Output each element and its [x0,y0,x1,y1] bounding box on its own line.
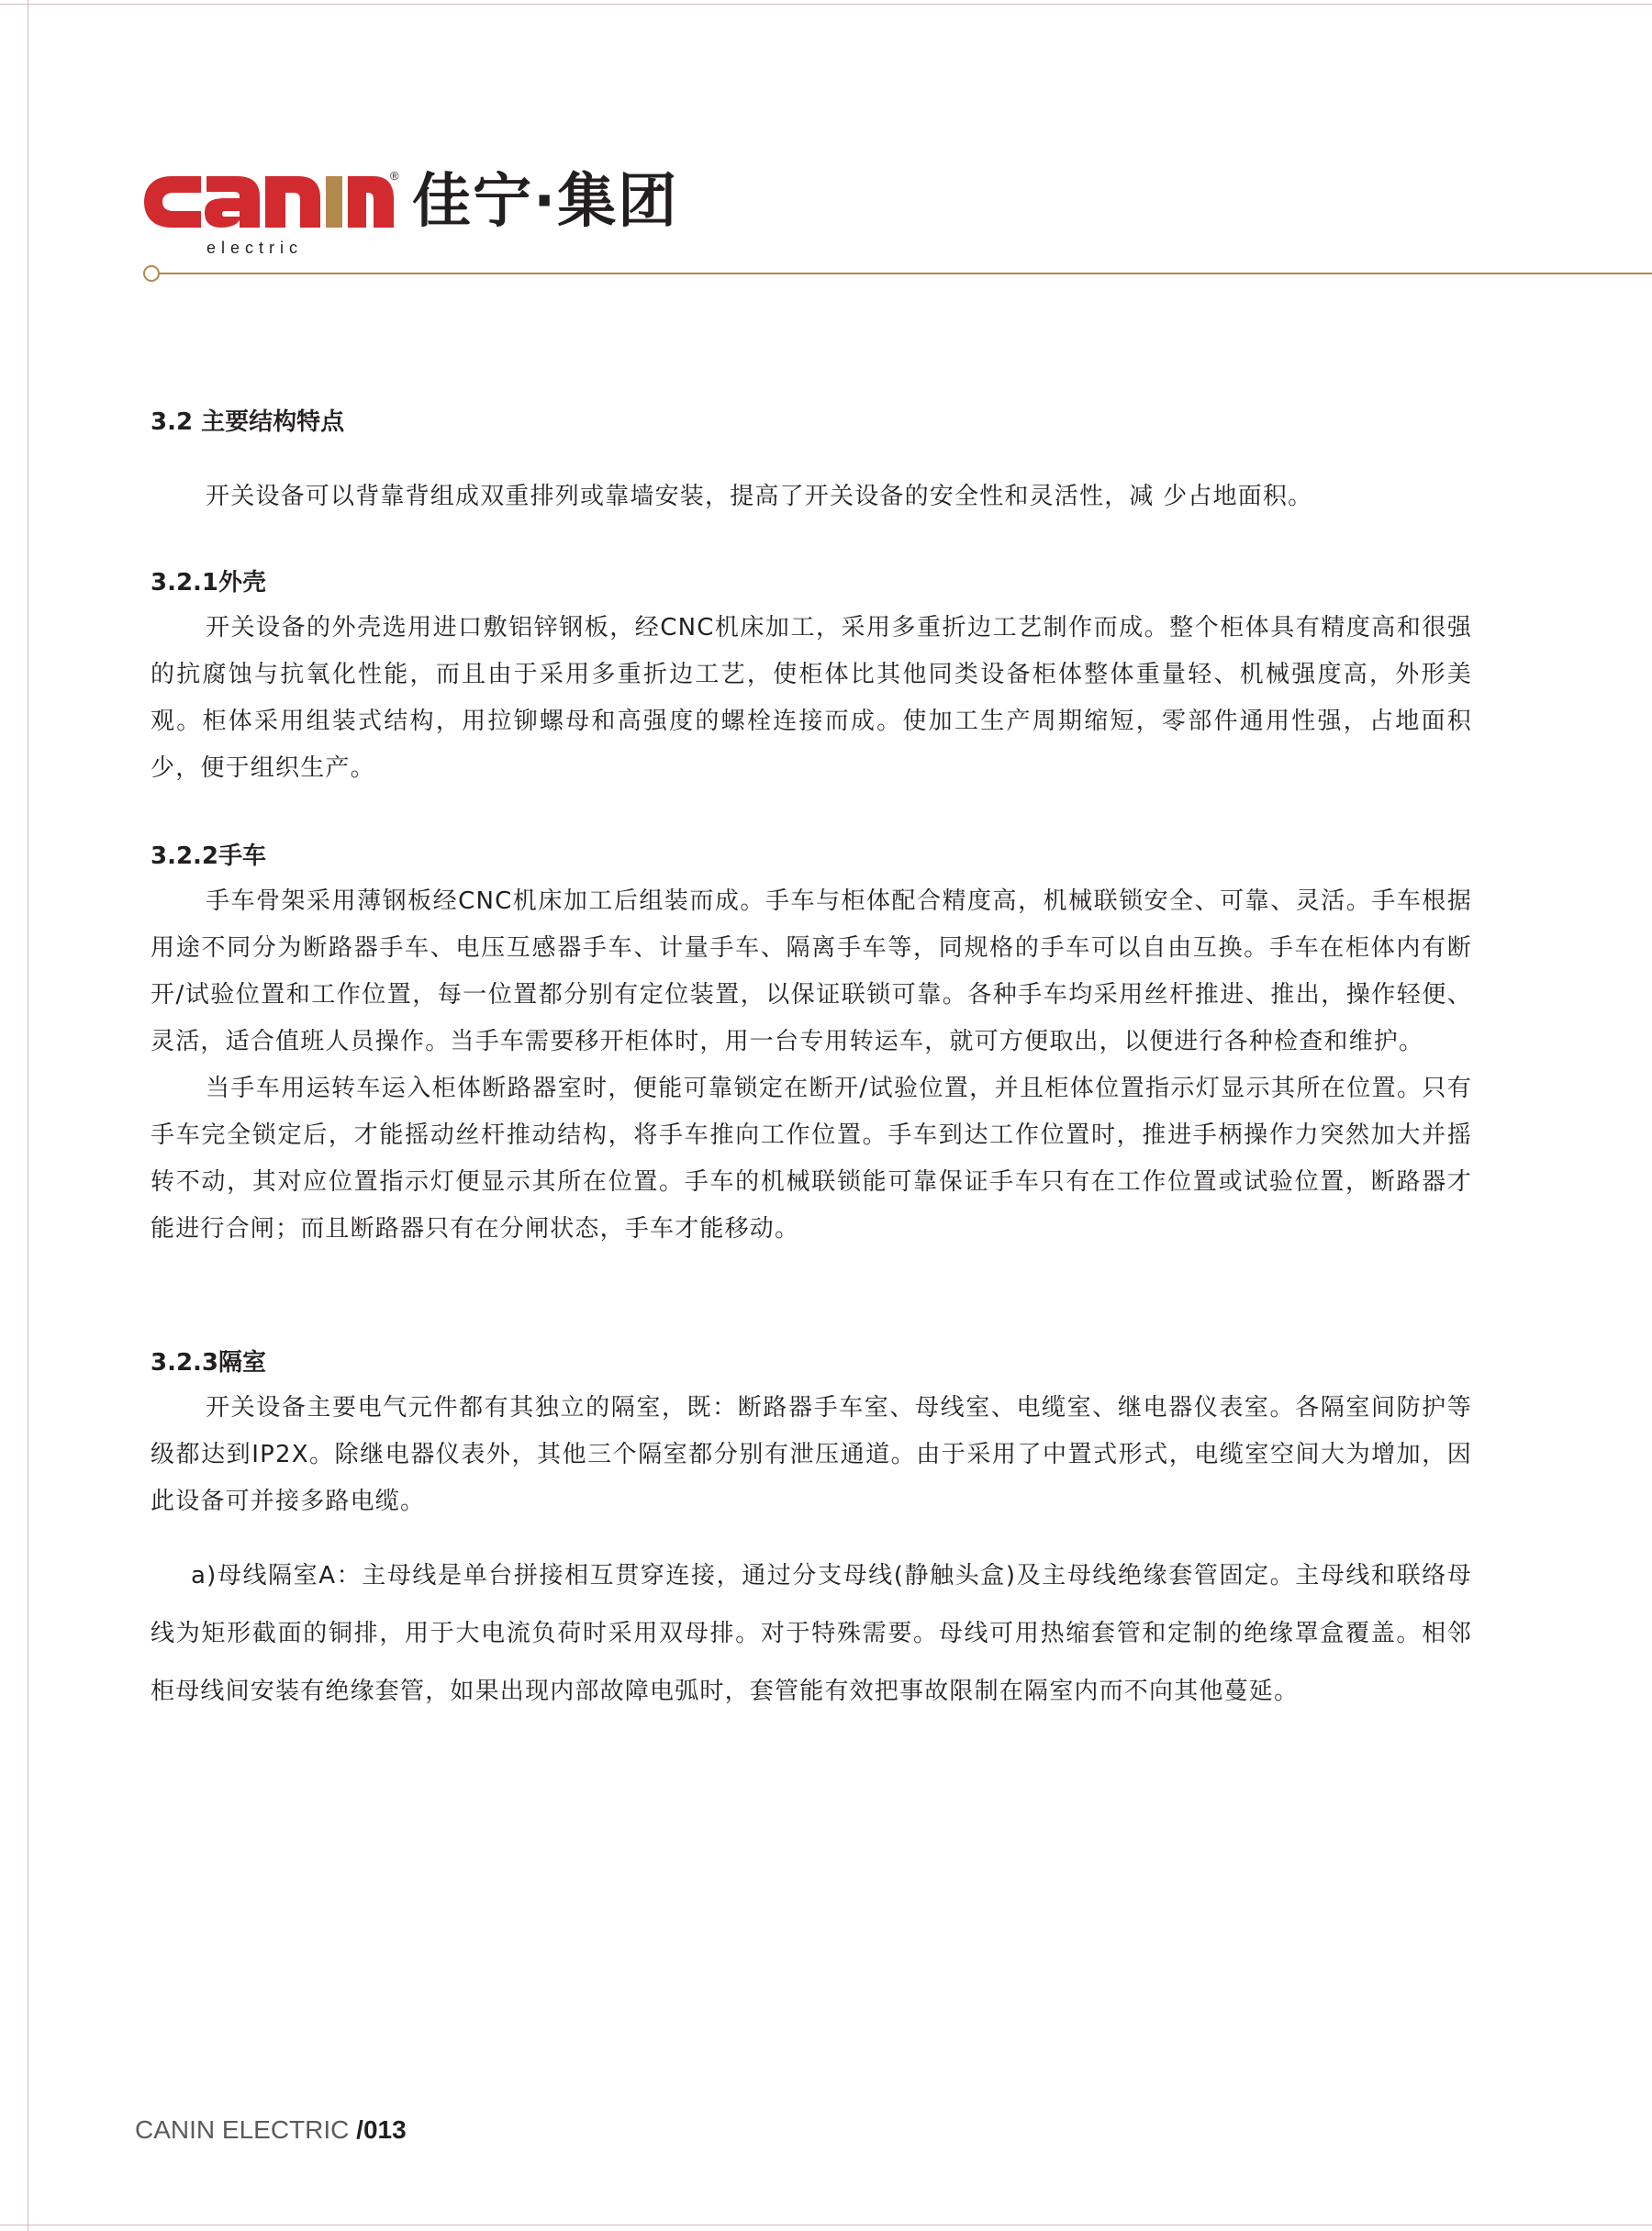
header-divider [158,273,1652,274]
page-number: 013 [363,2115,407,2144]
paragraph-3-2-3-b: a)母线隔室A：主母线是单台拼接相互贯穿连接，通过分支母线(静触头盒)及主母线绝缘套管固定。主母线和联络母线为矩形截面的铜排，用于大电流负荷时采用双母排。对于特殊需要。母线可用热缩套管和定制的绝缘罩盒覆盖。相邻柜母线间安装有绝缘套管，如果出现内部故障电弧时，套管能有效把事故限制在隔室内而不向其他蔓延。 [151,1562,1472,1705]
section-title-3-2-2: 3.2.2手车 [151,842,267,870]
paragraph-3-2-1: 开关设备的外壳选用进口敷铝锌钢板，经CNC机床加工，采用多重折边工艺制作而成。整个柜体具有精度高和很强的抗腐蚀与抗氧化性能，而且由于采用多重折边工艺，使柜体比其他同类设备柜体整体重量轻、机械强度高，外形美观。柜体采用组装式结构，用拉铆螺母和高强度的螺栓连接而成。使加工生产周期缩短，零部件通用性强，占地面积少，便于组织生产。 [151,614,1472,782]
page-footer [135,2115,407,2152]
page-trim-top [0,0,1652,5]
paragraph-3-2: 开关设备可以背靠背组成双重排列或靠墙安装，提高了开关设备的安全性和灵活性，减 少占地面积。 [206,483,1313,510]
footer-separator: / [356,2115,363,2144]
company-logo [140,165,728,257]
section-title-3-2-3: 3.2.3隔室 [151,1349,267,1377]
logo-subtext: electric [206,239,304,257]
paragraph-3-2-3-a: 开关设备主要电气元件都有其独立的隔室，既：断路器手车室、母线室、电缆室、继电器仪表室。各隔室间防护等级都达到IP2X。除继电器仪表外，其他三个隔室都分别有泄压通道。由于采用了中置式形式，电缆室空间大为增加，因此设备可并接多路电缆。 [151,1394,1472,1515]
paragraph-3-2-2-b: 当手车用运转车运入柜体断路器室时，便能可靠锁定在断开/试验位置，并且柜体位置指示灯显示其所在位置。只有手车完全锁定后，才能摇动丝杆推动结构，将手车推向工作位置。手车到达工作位置时，推进手柄操作力突然加大并摇转不动，其对应位置指示灯便显示其所在位置。手车的机械联锁能可靠保证手车只有在工作位置或试验位置，断路器才能进行合闸；而且断路器只有在分闸状态，手车才能移动。 [151,1075,1472,1243]
section-title-3-2-1: 3.2.1外壳 [151,569,267,597]
section-title-3-2: 3.2 主要结构特点 [151,408,345,436]
main-content [151,404,1472,1721]
registered-mark: ® [390,169,399,183]
company-name-cn: 佳宁·集团 [412,168,679,236]
page-trim-left [0,0,28,2231]
paragraph-3-2-2-a: 手车骨架采用薄钢板经CNC机床加工后组装而成。手车与柜体配合精度高，机械联锁安全、可靠、灵活。手车根据用途不同分为断路器手车、电压互感器手车、计量手车、隔离手车等，同规格的手车可以自由互换。手车在柜体内有断开/试验位置和工作位置，每一位置都分别有定位装置，以保证联锁可靠。各种手车均采用丝杆推进、推出，操作轻便、灵活，适合值班人员操作。当手车需要移开柜体时，用一台专用转运车，就可方便取出，以便进行各种检查和维护。 [151,887,1472,1055]
footer-brand: CANIN ELECTRIC [135,2115,350,2144]
